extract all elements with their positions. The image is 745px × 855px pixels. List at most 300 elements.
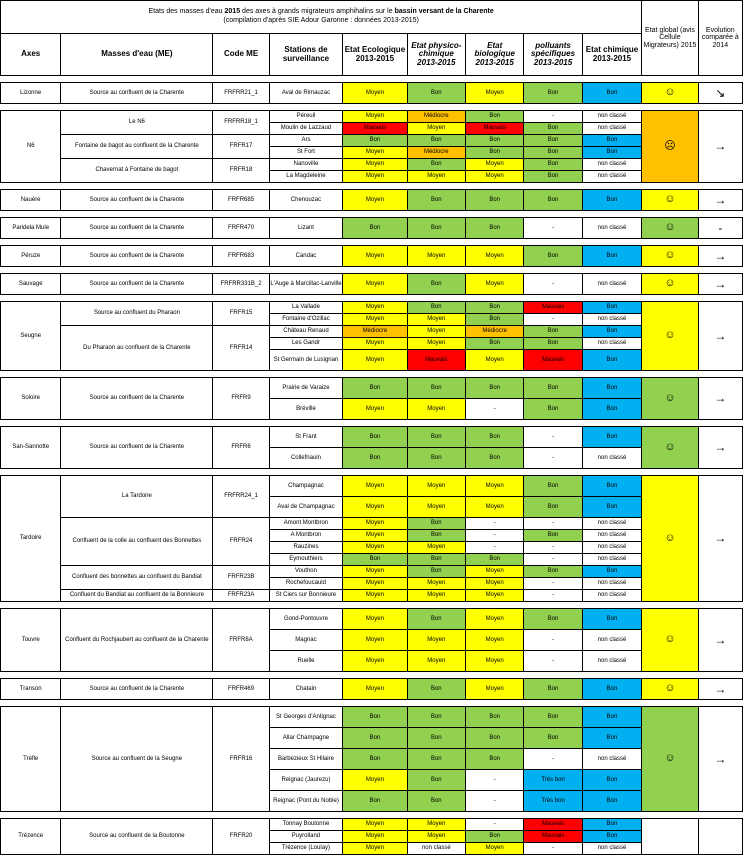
station-name: Puyrolland xyxy=(269,831,342,843)
status-physico: Moyen xyxy=(407,542,465,554)
status-physico: Bon xyxy=(407,728,465,749)
status-polluants: Bon xyxy=(524,190,582,211)
station-name: Fontaine d'Ozillac xyxy=(269,314,342,326)
status-physico: Moyen xyxy=(407,831,465,843)
station-name: Barbezieux St Hilaire xyxy=(269,749,342,770)
status-chimique: Bon xyxy=(582,609,642,630)
evolution-arrow-icon: → xyxy=(698,679,742,700)
col-header-chimique: Etat chimique 2013-2015 xyxy=(582,34,642,76)
axe-name: San-Sannotte xyxy=(1,427,61,469)
water-body-code: FRFR8A xyxy=(213,609,269,672)
status-chimique: Bon xyxy=(582,427,642,448)
water-body-code: FRFR23B xyxy=(213,566,269,590)
status-ecologique: Bon xyxy=(343,749,407,770)
status-physico: Bon xyxy=(407,448,465,469)
status-biologique: - xyxy=(466,819,524,831)
station-name: Reignac (Pont du Noble) xyxy=(269,791,342,812)
global-status-smile-icon xyxy=(642,819,698,855)
status-physico: Bon xyxy=(407,274,465,295)
table-row xyxy=(1,609,743,630)
status-physico: Moyen xyxy=(407,578,465,590)
status-biologique: Moyen xyxy=(466,679,524,700)
water-body-code: FRFR20 xyxy=(213,819,269,855)
water-body-name: Source au confluent de la Boutonne xyxy=(61,819,213,855)
status-polluants: Bon xyxy=(524,679,582,700)
evolution-arrow-icon: → xyxy=(698,427,742,469)
global-status-frown-icon: ☹ xyxy=(642,111,698,183)
status-physico: Bon xyxy=(407,791,465,812)
evolution-arrow-icon: → xyxy=(698,274,742,295)
water-body-code: FRFR14 xyxy=(213,326,269,371)
global-status-smile-icon: ☺ xyxy=(642,274,698,295)
station-name: Moulin de Lazzaud xyxy=(269,123,342,135)
status-biologique: Mauvais xyxy=(466,123,524,135)
table-row xyxy=(1,274,743,295)
axe-name: Nauère xyxy=(1,190,61,211)
spacer-cell xyxy=(1,211,743,218)
status-polluants: Bon xyxy=(524,159,582,171)
global-status-smile-icon: ☺ xyxy=(642,218,698,239)
status-polluants: Bon xyxy=(524,476,582,497)
spacer-cell xyxy=(1,371,743,378)
status-chimique: Bon xyxy=(582,246,642,267)
table-row xyxy=(1,707,743,728)
station-name: Château Renaud xyxy=(269,326,342,338)
status-biologique: Bon xyxy=(466,749,524,770)
status-polluants: Bon xyxy=(524,609,582,630)
axe-name: Lizonne xyxy=(1,83,61,104)
status-biologique: Moyen xyxy=(466,171,524,183)
status-ecologique: Bon xyxy=(343,448,407,469)
water-body-name: Source au confluent du Pharaon xyxy=(61,302,213,326)
water-body-name: Source au confluent de la Charente xyxy=(61,218,213,239)
status-polluants: Bon xyxy=(524,83,582,104)
evolution-arrow-icon: ↘ xyxy=(698,83,742,104)
status-ecologique: Médiocre xyxy=(343,326,407,338)
status-physico: Médiocre xyxy=(407,111,465,123)
axe-name: Touvre xyxy=(1,609,61,672)
status-polluants: - xyxy=(524,427,582,448)
status-physico: Bon xyxy=(407,218,465,239)
status-ecologique: Moyen xyxy=(343,530,407,542)
column-header-row xyxy=(1,34,743,76)
status-chimique: Bon xyxy=(582,770,642,791)
spacer-cell xyxy=(1,602,743,609)
status-biologique: Moyen xyxy=(466,497,524,518)
status-biologique: Moyen xyxy=(466,476,524,497)
status-physico: Bon xyxy=(407,302,465,314)
status-ecologique: Moyen xyxy=(343,651,407,672)
station-name: St Georges d'Antignac xyxy=(269,707,342,728)
col-header-axes: Axes xyxy=(1,34,61,76)
status-chimique: non classé xyxy=(582,123,642,135)
status-biologique: Moyen xyxy=(466,246,524,267)
status-polluants: Mauvais xyxy=(524,819,582,831)
spacer-cell xyxy=(1,420,743,427)
station-name: Aval de Champagnac xyxy=(269,497,342,518)
group-spacer xyxy=(1,420,743,427)
status-polluants: Bon xyxy=(524,378,582,399)
status-biologique: Bon xyxy=(466,190,524,211)
status-ecologique: Moyen xyxy=(343,518,407,530)
status-biologique: Moyen xyxy=(466,578,524,590)
status-ecologique: Moyen xyxy=(343,399,407,420)
station-name: La Magdeleine xyxy=(269,171,342,183)
status-ecologique: Moyen xyxy=(343,590,407,602)
axe-name: N6 xyxy=(1,111,61,183)
status-chimique: Bon xyxy=(582,378,642,399)
water-body-name: Source au confluent de la Charente xyxy=(61,427,213,469)
station-name: Rauzines xyxy=(269,542,342,554)
status-ecologique: Moyen xyxy=(343,566,407,578)
status-biologique: Moyen xyxy=(466,609,524,630)
station-name: Chenouzac xyxy=(269,190,342,211)
status-ecologique: Moyen xyxy=(343,679,407,700)
table-row xyxy=(1,190,743,211)
status-ecologique: Bon xyxy=(343,707,407,728)
status-polluants: - xyxy=(524,651,582,672)
water-body-code: FRFR9 xyxy=(213,378,269,420)
spacer-cell xyxy=(1,183,743,190)
water-body-code: FRFR23A xyxy=(213,590,269,602)
spacer-cell xyxy=(1,76,743,83)
station-name: Chatain xyxy=(269,679,342,700)
water-body-name: La Tardoire xyxy=(61,476,213,518)
station-name: Les Gandr xyxy=(269,338,342,350)
status-biologique: - xyxy=(466,530,524,542)
table-title: Etats des masses d'eau 2015 des axes à grands migrateurs amphihalins sur le bassin versant de la Charente (compilation d'après SIE Adour Garonne : données 2013-2015) xyxy=(1,1,642,34)
status-biologique: Moyen xyxy=(466,630,524,651)
station-name: Magnac xyxy=(269,630,342,651)
water-body-code: FRFR685 xyxy=(213,190,269,211)
station-name: Ruelle xyxy=(269,651,342,672)
water-body-code: FRFR469 xyxy=(213,679,269,700)
status-ecologique: Moyen xyxy=(343,314,407,326)
water-body-code: FRFR683 xyxy=(213,246,269,267)
status-polluants: - xyxy=(524,630,582,651)
status-polluants: - xyxy=(524,554,582,566)
spacer-cell xyxy=(1,295,743,302)
station-name: Rochefoucauld xyxy=(269,578,342,590)
status-chimique: non classé xyxy=(582,530,642,542)
status-ecologique: Bon xyxy=(343,218,407,239)
title-row xyxy=(1,1,743,34)
group-spacer xyxy=(1,183,743,190)
water-body-name: Confluent des bonnettes au confluent du Bandiat xyxy=(61,566,213,590)
status-polluants: - xyxy=(524,749,582,770)
station-name: Prairie de Varaize xyxy=(269,378,342,399)
status-chimique: non classé xyxy=(582,590,642,602)
axe-name: Tardoire xyxy=(1,476,61,602)
status-ecologique: Bon xyxy=(343,554,407,566)
status-ecologique: Bon xyxy=(343,791,407,812)
status-physico: Bon xyxy=(407,566,465,578)
status-polluants: Bon xyxy=(524,246,582,267)
global-status-smile-icon: ☺ xyxy=(642,679,698,700)
status-chimique: non classé xyxy=(582,542,642,554)
water-body-name: Confluent de la colle au confluent des Bonnettes xyxy=(61,518,213,566)
status-biologique: - xyxy=(466,399,524,420)
station-name: L'Auge à Marcillac-Lanville xyxy=(269,274,342,295)
status-physico: Moyen xyxy=(407,171,465,183)
evolution-arrow-icon: - xyxy=(698,218,742,239)
table-row xyxy=(1,111,743,123)
status-polluants: Bon xyxy=(524,135,582,147)
status-chimique: Bon xyxy=(582,679,642,700)
status-chimique: Bon xyxy=(582,831,642,843)
water-body-code: FRFRR331B_2 xyxy=(213,274,269,295)
station-name: St Frant xyxy=(269,427,342,448)
status-physico: Moyen xyxy=(407,338,465,350)
global-status-smile-icon: ☺ xyxy=(642,246,698,267)
water-body-code: FRFR18 xyxy=(213,159,269,183)
status-ecologique: Moyen xyxy=(343,542,407,554)
status-chimique: non classé xyxy=(582,171,642,183)
status-chimique: Bon xyxy=(582,707,642,728)
axe-name: Péruze xyxy=(1,246,61,267)
group-spacer xyxy=(1,211,743,218)
status-physico: Moyen xyxy=(407,123,465,135)
evolution-arrow-icon: → xyxy=(698,707,742,812)
status-chimique: Bon xyxy=(582,135,642,147)
station-name: Bréville xyxy=(269,399,342,420)
status-ecologique: Moyen xyxy=(343,609,407,630)
status-chimique: non classé xyxy=(582,749,642,770)
status-ecologique: Moyen xyxy=(343,338,407,350)
global-status-smile-icon: ☺ xyxy=(642,83,698,104)
group-spacer xyxy=(1,76,743,83)
status-ecologique: Moyen xyxy=(343,83,407,104)
status-chimique: Bon xyxy=(582,476,642,497)
status-physico: Moyen xyxy=(407,497,465,518)
status-biologique: Médiocre xyxy=(466,326,524,338)
status-chimique: Bon xyxy=(582,83,642,104)
table-row xyxy=(1,566,743,578)
status-chimique: non classé xyxy=(582,448,642,469)
status-polluants: - xyxy=(524,314,582,326)
status-ecologique: Bon xyxy=(343,728,407,749)
status-physico: Moyen xyxy=(407,399,465,420)
status-physico: Moyen xyxy=(407,590,465,602)
status-polluants: Bon xyxy=(524,497,582,518)
status-ecologique: Moyen xyxy=(343,770,407,791)
spacer-cell xyxy=(1,104,743,111)
water-body-name: Fontaine de bagot au confluent de la Charente xyxy=(61,135,213,159)
water-body-code: FRFR6 xyxy=(213,427,269,469)
water-body-name: Source au confluent de la Charente xyxy=(61,246,213,267)
status-chimique: non classé xyxy=(582,338,642,350)
station-name: St Ciers sur Bonnieure xyxy=(269,590,342,602)
col-header-polluants: polluants spécifiques 2013-2015 xyxy=(524,34,582,76)
status-physico: Moyen xyxy=(407,819,465,831)
status-biologique: - xyxy=(466,518,524,530)
status-ecologique: Moyen xyxy=(343,578,407,590)
status-ecologique: Bon xyxy=(343,135,407,147)
axe-name: Trézence xyxy=(1,819,61,855)
water-body-name: Confluent du Rochjaubert au confluent de la Charente xyxy=(61,609,213,672)
spacer-cell xyxy=(1,672,743,679)
table-row xyxy=(1,518,743,530)
group-spacer xyxy=(1,371,743,378)
status-biologique: Bon xyxy=(466,302,524,314)
status-physico: Bon xyxy=(407,135,465,147)
spacer-cell xyxy=(1,700,743,707)
water-body-name: Source au confluent de la Charente xyxy=(61,190,213,211)
status-ecologique: Moyen xyxy=(343,630,407,651)
station-name: Eymouthiers xyxy=(269,554,342,566)
status-chimique: Bon xyxy=(582,791,642,812)
status-biologique: Bon xyxy=(466,448,524,469)
group-spacer xyxy=(1,700,743,707)
water-body-code: FRFR15 xyxy=(213,302,269,326)
status-biologique: Moyen xyxy=(466,274,524,295)
status-polluants: Bon xyxy=(524,123,582,135)
status-chimique: non classé xyxy=(582,578,642,590)
status-chimique: Bon xyxy=(582,819,642,831)
station-name: Lizant xyxy=(269,218,342,239)
table-row xyxy=(1,326,743,338)
water-body-name: Chavernat à Fontaine de bagot xyxy=(61,159,213,183)
table-row xyxy=(1,378,743,399)
status-polluants: Très bon xyxy=(524,791,582,812)
global-status-smile-icon: ☺ xyxy=(642,378,698,420)
status-physico: Moyen xyxy=(407,314,465,326)
table-row xyxy=(1,218,743,239)
status-biologique: Bon xyxy=(466,314,524,326)
status-physico: Bon xyxy=(407,518,465,530)
status-chimique: non classé xyxy=(582,518,642,530)
status-polluants: Mauvais xyxy=(524,350,582,371)
station-name: Collefriauin xyxy=(269,448,342,469)
status-ecologique: Moyen xyxy=(343,497,407,518)
col-header-code: Code ME xyxy=(213,34,269,76)
status-ecologique: Moyen xyxy=(343,843,407,855)
axe-name: Soloire xyxy=(1,378,61,420)
water-body-code: FRFR470 xyxy=(213,218,269,239)
status-chimique: non classé xyxy=(582,554,642,566)
axe-name: Paridela Mule xyxy=(1,218,61,239)
global-status-smile-icon: ☺ xyxy=(642,190,698,211)
status-chimique: Bon xyxy=(582,190,642,211)
status-physico: Bon xyxy=(407,770,465,791)
global-status-smile-icon: ☺ xyxy=(642,476,698,602)
status-physico: Bon xyxy=(407,707,465,728)
status-physico: Bon xyxy=(407,530,465,542)
evolution-arrow-icon: → xyxy=(698,378,742,420)
water-body-name: Source au confluent de la Seugne xyxy=(61,707,213,812)
station-name: Tonnay Boutonne xyxy=(269,819,342,831)
status-biologique: Bon xyxy=(466,554,524,566)
table-row xyxy=(1,135,743,147)
status-polluants: - xyxy=(524,590,582,602)
global-status-smile-icon: ☺ xyxy=(642,302,698,371)
status-polluants: Bon xyxy=(524,728,582,749)
col-header-physico: Etat physico-chimique 2013-2015 xyxy=(407,34,465,76)
water-body-code: FRFRR18_1 xyxy=(213,111,269,135)
evolution-arrow-icon: → xyxy=(698,302,742,371)
status-biologique: Bon xyxy=(466,218,524,239)
table-row xyxy=(1,590,743,602)
group-spacer xyxy=(1,104,743,111)
status-polluants: Très bon xyxy=(524,770,582,791)
water-body-name: Source au confluent de la Charente xyxy=(61,274,213,295)
group-spacer xyxy=(1,672,743,679)
status-physico: Bon xyxy=(407,609,465,630)
status-biologique: Bon xyxy=(466,111,524,123)
status-biologique: Moyen xyxy=(466,350,524,371)
status-physico: non classé xyxy=(407,843,465,855)
water-body-name: Du Pharaon au confluent de la Charente xyxy=(61,326,213,371)
status-physico: Mauvais xyxy=(407,350,465,371)
status-biologique: Moyen xyxy=(466,83,524,104)
group-spacer xyxy=(1,295,743,302)
evolution-arrow-icon: → xyxy=(698,476,742,602)
status-physico: Moyen xyxy=(407,651,465,672)
water-body-code: FRFR17 xyxy=(213,135,269,159)
status-ecologique: Moyen xyxy=(343,819,407,831)
station-name: Trézence (Loulay) xyxy=(269,843,342,855)
station-name: St Germain de Lusignan xyxy=(269,350,342,371)
status-polluants: Mauvais xyxy=(524,831,582,843)
status-physico: Bon xyxy=(407,749,465,770)
evolution-arrow-icon xyxy=(698,819,742,855)
status-biologique: Bon xyxy=(466,427,524,448)
water-body-name: Le N6 xyxy=(61,111,213,135)
status-physico: Moyen xyxy=(407,246,465,267)
station-name: Aval de Rimauzac xyxy=(269,83,342,104)
status-polluants: Bon xyxy=(524,707,582,728)
table-row xyxy=(1,246,743,267)
evolution-arrow-icon: → xyxy=(698,609,742,672)
axe-name: Sauvage xyxy=(1,274,61,295)
status-biologique: Bon xyxy=(466,135,524,147)
station-name: Reignac (Jaurezu) xyxy=(269,770,342,791)
status-ecologique: Bon xyxy=(343,427,407,448)
col-header-me: Masses d'eau (ME) xyxy=(61,34,213,76)
evolution-header: Evolution comparée à 2014 xyxy=(698,1,742,76)
status-physico: Bon xyxy=(407,427,465,448)
status-chimique: non classé xyxy=(582,159,642,171)
status-polluants: - xyxy=(524,518,582,530)
evolution-arrow-icon: → xyxy=(698,111,742,183)
status-biologique: Moyen xyxy=(466,651,524,672)
water-body-name: Source au confluent de la Charente xyxy=(61,378,213,420)
status-chimique: non classé xyxy=(582,651,642,672)
station-name: Vouthon xyxy=(269,566,342,578)
status-physico: Moyen xyxy=(407,326,465,338)
status-chimique: Bon xyxy=(582,566,642,578)
station-name: La Vallade xyxy=(269,302,342,314)
status-biologique: Bon xyxy=(466,378,524,399)
status-physico: Bon xyxy=(407,679,465,700)
status-polluants: - xyxy=(524,218,582,239)
station-name: Allar Champagne xyxy=(269,728,342,749)
status-biologique: Bon xyxy=(466,831,524,843)
table-row xyxy=(1,679,743,700)
station-name: A Montbron xyxy=(269,530,342,542)
status-polluants: - xyxy=(524,578,582,590)
status-ecologique: Moyen xyxy=(343,274,407,295)
status-biologique: Moyen xyxy=(466,566,524,578)
status-biologique: Moyen xyxy=(466,590,524,602)
group-spacer xyxy=(1,267,743,274)
status-biologique: Moyen xyxy=(466,159,524,171)
status-chimique: Bon xyxy=(582,350,642,371)
spacer-cell xyxy=(1,267,743,274)
status-physico: Moyen xyxy=(407,630,465,651)
water-body-code: FRFR16 xyxy=(213,707,269,812)
table-row xyxy=(1,159,743,171)
